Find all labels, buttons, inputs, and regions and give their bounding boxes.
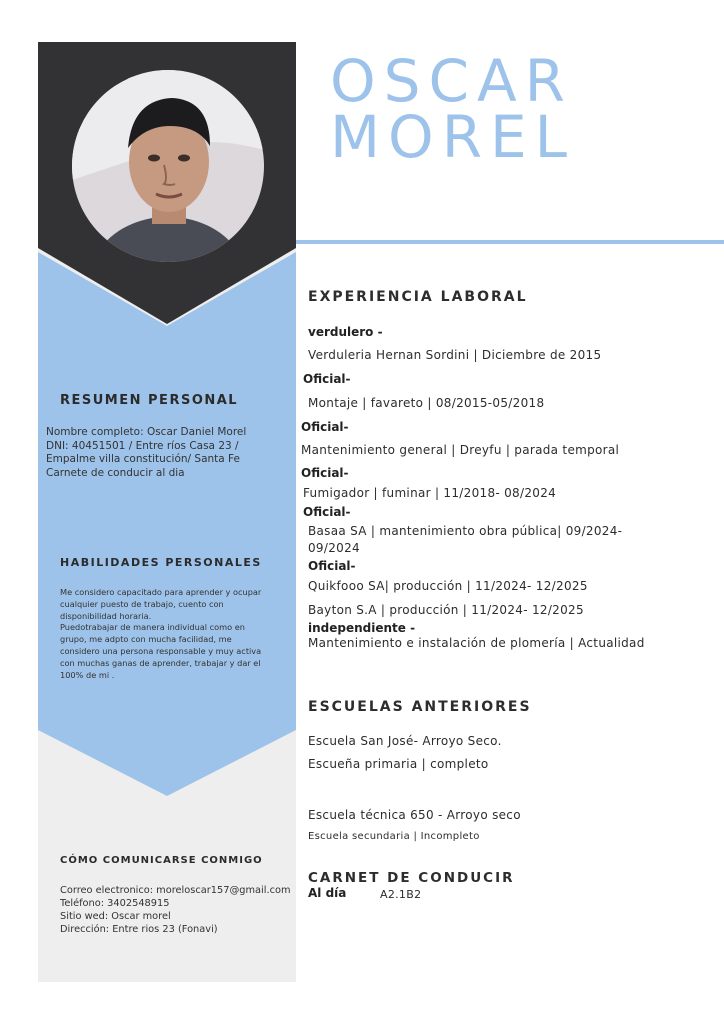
job-title: Oficial- (301, 420, 349, 434)
job-detail-continued: 09/2024 (308, 541, 360, 555)
school-detail: Escuela secundaria | Incompleto (308, 831, 480, 842)
job-title: verdulero - (308, 325, 383, 339)
schools-heading: ESCUELAS ANTERIORES (308, 699, 532, 715)
profile-photo (72, 70, 264, 262)
license-value: A2.1B2 (380, 888, 422, 901)
summary-heading: RESUMEN PERSONAL (60, 393, 239, 408)
first-name: OSCAR (330, 47, 573, 115)
license-heading: CARNET DE CONDUCIR (308, 870, 515, 886)
job-title: Oficial- (308, 559, 356, 573)
job-title: Oficial- (303, 505, 351, 519)
job-detail: Montaje | favareto | 08/2015-05/2018 (308, 396, 545, 410)
job-detail: Basaa SA | mantenimiento obra pública| 09/2024- (308, 524, 623, 538)
job-detail: Mantenimiento e instalación de plomería | Actualidad (308, 636, 645, 650)
job-detail: Quikfooo SA| producción | 11/2024- 12/2025 (308, 579, 588, 593)
job-detail: Fumigador | fuminar | 11/2018- 08/2024 (303, 486, 557, 500)
contact-heading: CÓMO COMUNICARSE CONMIGO (60, 855, 263, 866)
contact-text: Correo electronico: moreloscar157@gmail.com Teléfono: 3402548915 Sitio wed: Oscar morel Dirección: Entre rios 23 (Fonavi) (60, 885, 291, 935)
school-name: Escuela técnica 650 - Arroyo seco (308, 808, 521, 822)
job-detail: Mantenimiento general | Dreyfu | parada temporal (301, 443, 620, 457)
job-detail-second: Bayton S.A | producción | 11/2024- 12/2025 (308, 603, 584, 617)
skills-heading: HABILIDADES PERSONALES (60, 556, 262, 569)
summary-text: Nombre completo: Oscar Daniel Morel DNI: 40451501 / Entre ríos Casa 23 / Empalme villa constitución/ Santa Fe Carnete de conducir al dia (46, 426, 247, 479)
skills-text: Me considero capacitado para aprender y ocupar cualquier puesto de trabajo, cuento con disponibilidad horaria. Puedotrabajar de manera individual como en grupo, me adpto con mucha facilidad, me considero una persona responsable y muy activa con muchas ganas de aprender, trabajar y dar el 100% de mi . (60, 587, 262, 680)
school-name: Escuela San José- Arroyo Seco. (308, 734, 502, 748)
job-title: independiente - (308, 621, 416, 635)
job-title: Oficial- (301, 466, 349, 480)
license-label: Al día (308, 886, 347, 900)
experience-heading: EXPERIENCIA LABORAL (308, 289, 528, 305)
job-detail: Verduleria Hernan Sordini | Diciembre de 2015 (308, 348, 602, 362)
last-name: MOREL (330, 103, 575, 171)
sidebar-blue-chevron (38, 252, 296, 796)
job-title: Oficial- (303, 372, 351, 386)
school-detail: Escueña primaria | completo (308, 757, 489, 771)
header-divider (296, 240, 724, 244)
